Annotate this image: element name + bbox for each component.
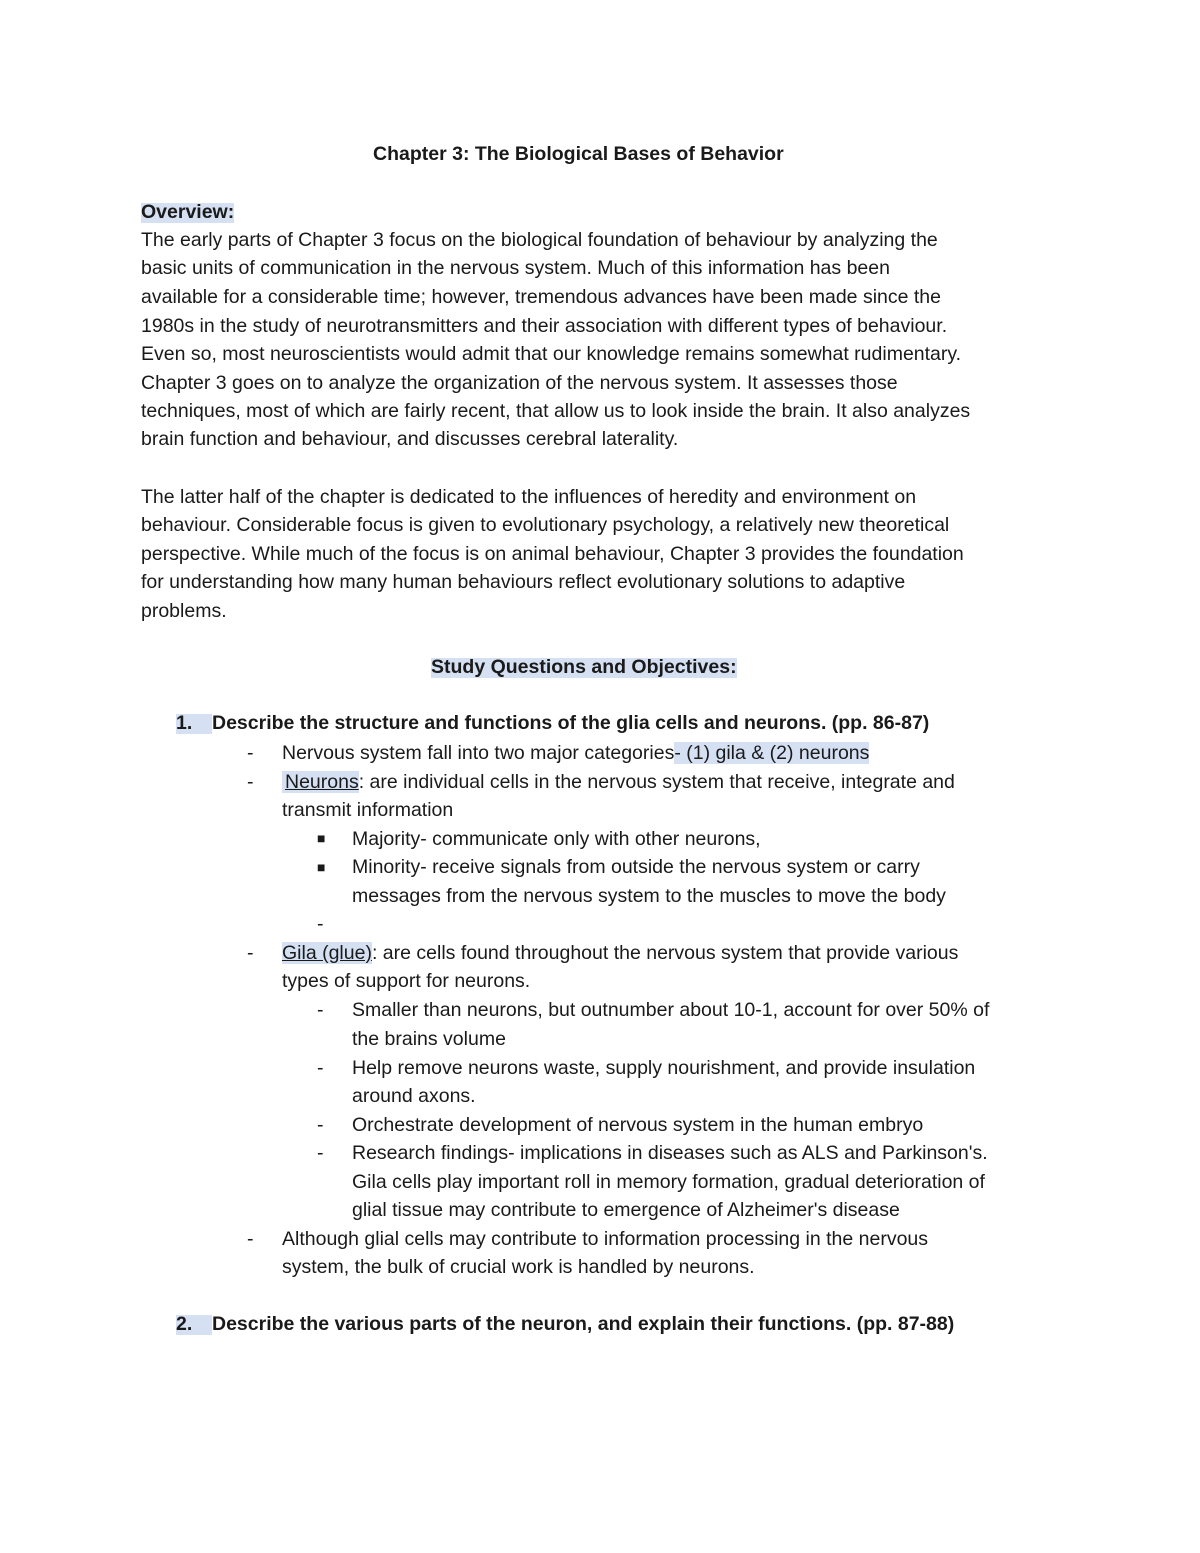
sub-bullet-glia-size-cont: the brains volume	[352, 1028, 506, 1050]
bullet-neurons	[282, 773, 955, 793]
bullet-neurons-text: are individual cells in the nervous system that receive, integrate and	[364, 771, 955, 793]
bullet-glia-processing: Although glial cells may contribute to information processing in the nervous	[282, 1228, 929, 1250]
sub-bullet-majority: Majority- communicate only with other neurons,	[352, 828, 761, 850]
question-1-text: Describe the structure and functions of the glia cells and neurons. (pp. 86-87)	[212, 712, 930, 734]
overview-line: Chapter 3 goes on to analyze the organization of the nervous system. It assesses those	[141, 372, 898, 394]
page-title: Chapter 3: The Biological Bases of Behavior	[373, 143, 784, 165]
term-neurons-colon: :	[358, 771, 365, 793]
overview-heading: Overview:	[141, 201, 235, 223]
question-1-number: 1.	[176, 714, 212, 734]
bullet-dash: -	[247, 771, 254, 793]
bullet-glia-text: are cells found throughout the nervous system that provide various	[377, 942, 959, 964]
term-glia: Gila (glue)	[282, 942, 372, 964]
overview-line: for understanding how many human behaviours reflect evolutionary solutions to adaptive	[141, 571, 906, 593]
term-neurons: Neurons	[282, 771, 359, 793]
bullet-dash: -	[247, 742, 254, 764]
bullet-categories-highlight: - (1) gila & (2) neurons	[674, 742, 870, 764]
sub-bullet-minority-cont: messages from the nervous system to the muscles to move the body	[352, 885, 946, 907]
overview-line: available for a considerable time; however, tremendous advances have been made since the	[141, 286, 941, 308]
bullet-neurons-cont: transmit information	[282, 799, 454, 821]
bullet-glia-processing-cont: system, the bulk of crucial work is handled by neurons.	[282, 1256, 755, 1278]
bullet-glia	[282, 944, 958, 964]
bullet-square: ■	[317, 830, 326, 846]
bullet-dash: -	[317, 1057, 324, 1079]
sub-bullet-glia-research-cont: glial tissue may contribute to emergence of Alzheimer's disease	[352, 1199, 900, 1221]
bullet-dash: -	[247, 1228, 254, 1250]
bullet-categories	[282, 744, 869, 764]
overview-line: Even so, most neuroscientists would admit that our knowledge remains somewhat rudimentary.	[141, 343, 962, 365]
bullet-categories-text: Nervous system fall into two major categories	[282, 742, 675, 764]
sub-bullet-glia-support: Help remove neurons waste, supply nourishment, and provide insulation	[352, 1057, 976, 1079]
overview-line: 1980s in the study of neurotransmitters and their association with different types of behaviour.	[141, 315, 948, 337]
sub-bullet-glia-research: Research findings- implications in diseases such as ALS and Parkinson's.	[352, 1142, 988, 1164]
bullet-dash: -	[317, 999, 324, 1021]
sub-bullet-glia-embryo: Orchestrate development of nervous system in the human embryo	[352, 1114, 924, 1136]
overview-line: The latter half of the chapter is dedicated to the influences of heredity and environment on	[141, 486, 917, 508]
bullet-glia-cont: types of support for neurons.	[282, 970, 531, 992]
sub-bullet-glia-size: Smaller than neurons, but outnumber about 10-1, account for over 50% of	[352, 999, 990, 1021]
study-questions-heading: Study Questions and Objectives:	[431, 656, 737, 678]
bullet-dash: -	[247, 942, 254, 964]
sub-bullet-glia-research-cont: Gila cells play important roll in memory formation, gradual deterioration of	[352, 1171, 985, 1193]
bullet-dash: -	[317, 1142, 324, 1164]
overview-line: problems.	[141, 600, 227, 622]
sub-bullet-glia-support-cont: around axons.	[352, 1085, 476, 1107]
overview-line: perspective. While much of the focus is on animal behaviour, Chapter 3 provides the foundation	[141, 543, 964, 565]
overview-line: basic units of communication in the nervous system. Much of this information has been	[141, 257, 890, 279]
overview-line: behaviour. Considerable focus is given to evolutionary psychology, a relatively new theoretical	[141, 514, 950, 536]
sub-bullet-minority: Minority- receive signals from outside the nervous system or carry	[352, 856, 920, 878]
overview-line: techniques, most of which are fairly recent, that allow us to look inside the brain. It also analyzes	[141, 400, 971, 422]
bullet-dash: -	[317, 1114, 324, 1136]
term-glia-colon: :	[371, 942, 378, 964]
bullet-dash-empty: -	[317, 913, 324, 935]
question-2-text: Describe the various parts of the neuron, and explain their functions. (pp. 87-88)	[212, 1313, 955, 1335]
overview-line: brain function and behaviour, and discusses cerebral laterality.	[141, 428, 679, 450]
overview-line: The early parts of Chapter 3 focus on the biological foundation of behaviour by analyzing the	[141, 229, 938, 251]
question-2-number: 2.	[176, 1315, 212, 1335]
bullet-square: ■	[317, 859, 326, 875]
